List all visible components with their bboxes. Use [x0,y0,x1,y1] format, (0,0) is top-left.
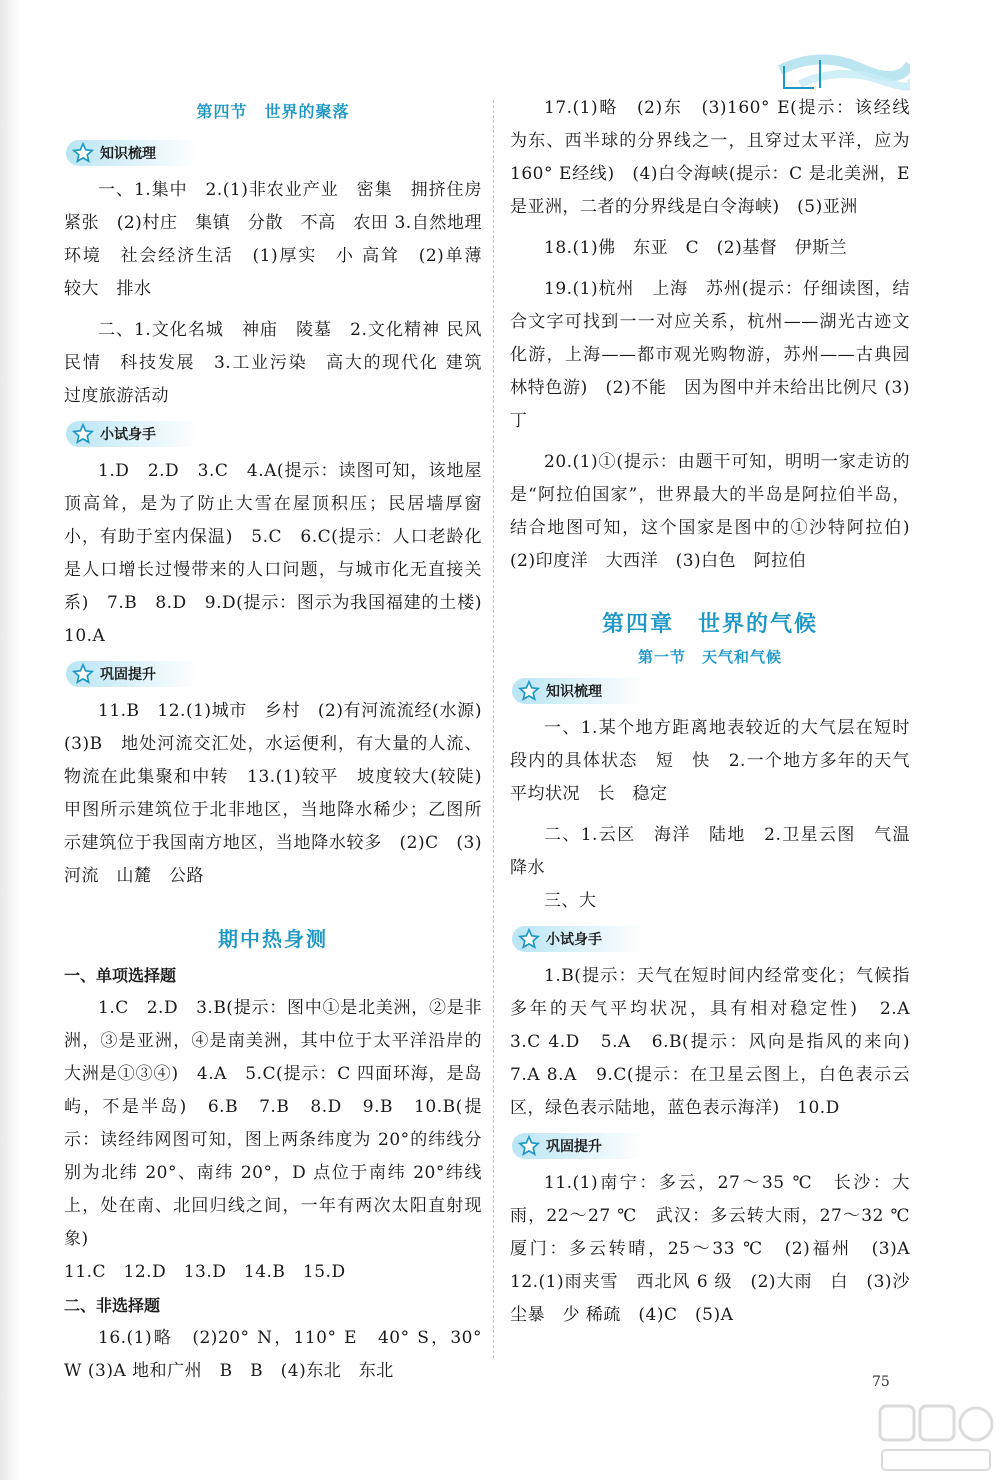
answer-paragraph: 11.B 12.(1)城市 乡村 (2)有河流流经(水源) (3)B 地处河流交汇处，水运便利，有大量的人流、物流在此集聚和中转 13.(1)较平 坡度较大(较陡) 甲图所示建筑位于北非地区，当地降水稀少；乙图所示建筑位于我国南方地区，当地降水较多 (2)C (3)河流 山麓 公路 [64,701,500,886]
answer-paragraph: 19.(1)杭州 上海 苏州(提示：仔细读图，结合文字可找到一一对应关系，杭州——湖光古迹文化游，上海——都市观光购物游，苏州——古典园林特色游) (2)不能 因为图中并未给出比例尺 (3)丁 [510,279,910,431]
right-column [510,92,928,1332]
answer-paragraph: 16.(1)略 (2)20° N，110° E 40° S，30° W (3)A 地和广州 B B (4)东北 东北 [64,1328,482,1381]
section-title: 第一节 天气和气候 [637,648,782,666]
answer-paragraph: 11.(1)南宁：多云，27～35 ℃ 长沙：大雨，22～27 ℃ 武汉：多云转大雨，27～32 ℃ 厦门：多云转晴，25～33 ℃ (2)福州 (3)A 12.(1)雨夹雪 西北风 6 级 (2)大雨 白 (3)沙尘暴 少 稀疏 (4)C (5)A [510,1173,928,1325]
answer-paragraph: 1.B(提示：天气在短时间内经常变化；气候指多年的天气平均状况，具有相对稳定性) 2.A 3.C 4.D 5.A 6.B(提示：风向是指风的来向) 7.A 8.A 9.C(提示：在卫星云图上，白色表示云区，绿色表示陆地，蓝色表示海洋) 10.D [510,966,928,1118]
star-icon [72,663,94,685]
answer-paragraph: 17.(1)略 (2)东 (3)160° E(提示：该经线为东、西半球的分界线之一，且穿过太平洋，应为 160° E经线) (4)白令海峡(提示：C 是北美洲，E 是亚洲，二者的分界线是白令海峡) (5)亚洲 [510,98,910,217]
chapter-title: 第四章 世界的气候 [601,611,818,637]
answer-paragraph: 三、大 [544,891,597,911]
sub-label: 二、非选择题 [64,1296,161,1315]
answer-paragraph: 二、1.云区 海洋 陆地 2.卫星云图 气温 降水 [510,825,910,878]
answer-paragraph: 二、1.文化名城 神庙 陵墓 2.文化精神 民风民情 科技发展 3.工业污染 高大的现代化 建筑 过度旅游活动 [64,320,500,406]
badge-try [66,421,198,447]
star-icon [72,423,94,445]
answer-paragraph: 1.D 2.D 3.C 4.A(提示：读图可知，该地屋顶高耸，是为了防止大雪在屋顶积压；民居墙厚窗小，有助于室内保温) 5.C 6.C(提示：人口老龄化是人口增长过慢带来的人口问题，与城市化无直接关系) 7.B 8.D 9.D(提示：图示为我国福建的土楼) 10.A [64,461,500,646]
page-number: 75 [872,1374,890,1390]
badge-try [512,926,644,952]
answer-paragraph: 11.C 12.D 13.D 14.B 15.D [64,1262,346,1282]
section-title: 第四节 世界的聚落 [196,102,350,121]
answer-paragraph: 一、1.某个地方距离地表较近的大气层在短时段内的具体状态 短 快 2.一个地方多年的天气平均状况 长 稳定 [510,718,910,804]
badge-consolidate [512,1133,644,1159]
star-icon [518,680,540,702]
badge-consolidate [66,661,198,687]
sub-label: 一、单项选择题 [64,966,177,985]
star-icon [72,142,94,164]
left-column [64,92,500,1388]
answer-paragraph: 1.C 2.D 3.B(提示：图中①是北美洲，②是非洲，③是亚洲，④是南美洲，其中位于太平洋沿岸的大洲是①③④) 4.A 5.C(提示：C 四面环海，是岛屿，不是半岛) 6.B 7.B 8.D 9.B 10.B(提示：读经纬网图可知，图上两条纬度为 20°的纬线分别为北纬 20°、南纬 20°，D 点位于南纬 20°纬线上，处在南、北回归线之间，一年有两次太阳直射现象) [64,998,482,1249]
badge-label: 小试身手 [100,427,156,443]
answer-paragraph: 一、1.集中 2.(1)非农业产业 密集 拥挤住房紧张 (2)村庄 集镇 分散 不高 农田 3.自然地理环境 社会经济生活 (1)厚实 小 高耸 (2)单薄 较大 排水 [64,180,500,299]
answer-paragraph: 18.(1)佛 东亚 C (2)基督 伊斯兰 [544,238,848,258]
badge-label: 巩固提升 [546,1139,602,1155]
midterm-title: 期中热身测 [218,927,328,951]
badge-label: 知识梳理 [546,684,602,700]
badge-label: 小试身手 [546,932,602,948]
badge-knowledge [66,140,198,166]
star-icon [518,1135,540,1157]
badge-knowledge [512,678,644,704]
watermark-logo-icon [876,1400,996,1478]
left-margin-strip [0,0,20,1480]
badge-label: 知识梳理 [100,146,156,162]
badge-label: 巩固提升 [100,667,156,683]
answer-paragraph: 20.(1)①(提示：由题干可知，明明一家走访的是“阿拉伯国家”，世界最大的半岛是阿拉伯半岛，结合地图可知，这个国家是图中的①沙特阿拉伯) (2)印度洋 大西洋 (3)白色 阿拉伯 [510,452,910,571]
star-icon [518,928,540,950]
column-divider [493,100,494,1358]
